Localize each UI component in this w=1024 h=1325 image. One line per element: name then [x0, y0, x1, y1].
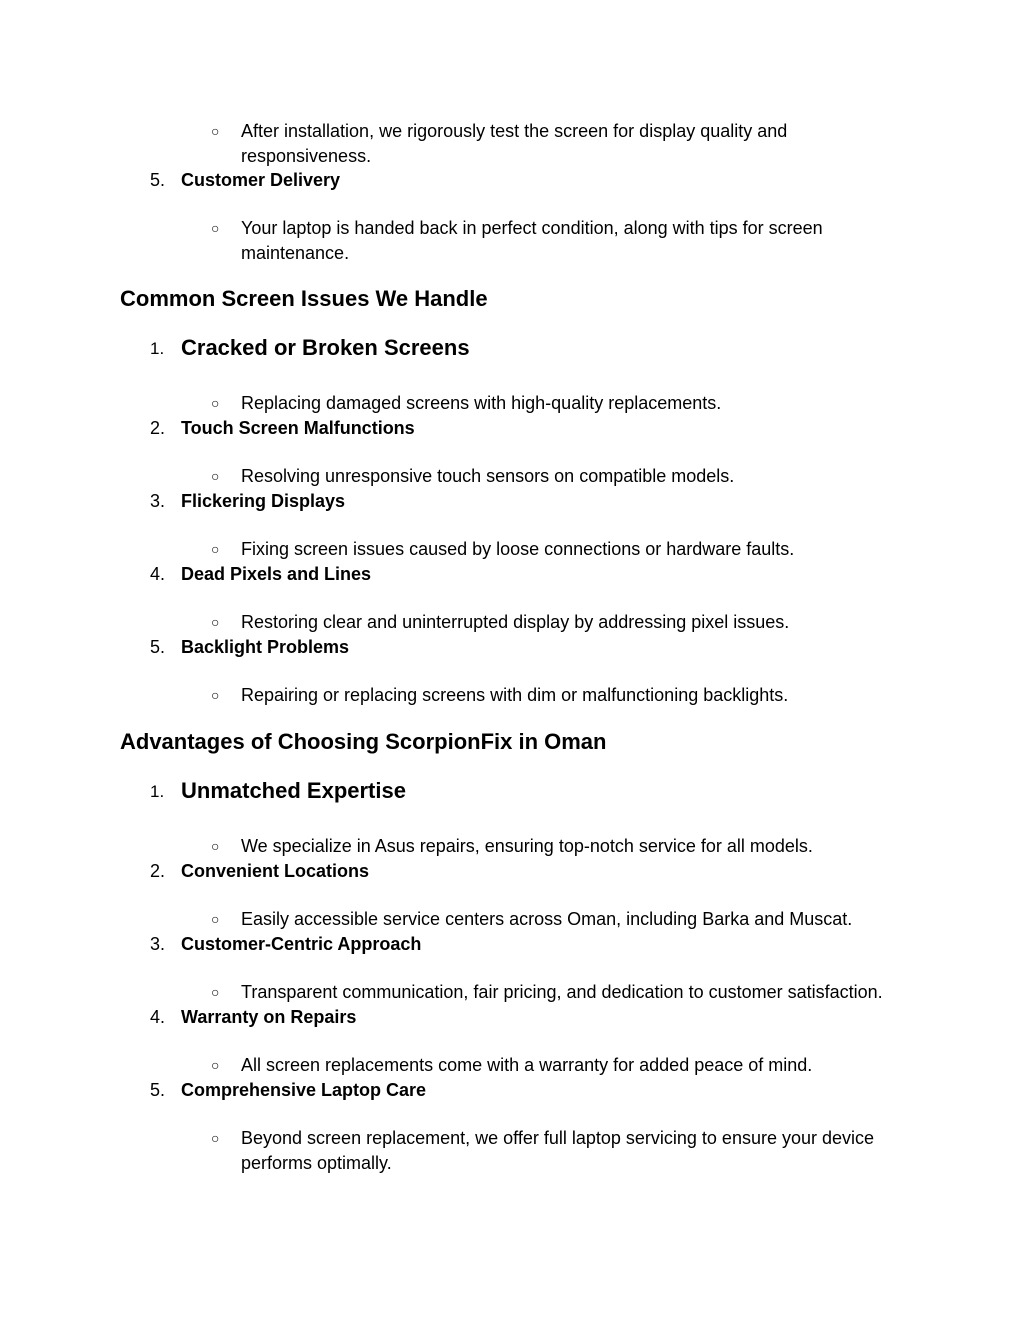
bullet-icon: ○ [211, 541, 220, 557]
bullet-icon: ○ [211, 1130, 220, 1146]
sub-item-text: After installation, we rigorously test the screen for display quality and [241, 121, 788, 141]
bullet-icon: ○ [211, 220, 220, 236]
section-heading: Common Screen Issues We Handle [120, 286, 488, 311]
list-item-number: 3. [150, 491, 166, 511]
list-item-title: Flickering Displays [181, 491, 346, 511]
sub-item-text: Resolving unresponsive touch sensors on compatible models. [241, 466, 735, 486]
list-item-title: Convenient Locations [181, 861, 370, 881]
bullet-icon: ○ [211, 123, 220, 139]
section-heading: Advantages of Choosing ScorpionFix in Oman [120, 729, 607, 754]
list-item-title: Cracked or Broken Screens [181, 335, 470, 360]
bullet-icon: ○ [211, 838, 220, 854]
sub-item-text: Replacing damaged screens with high-quality replacements. [241, 393, 722, 413]
sub-item-text: Repairing or replacing screens with dim or malfunctioning backlights. [241, 685, 789, 705]
sub-item-text: maintenance. [241, 243, 350, 263]
sub-item-text: performs optimally. [241, 1153, 392, 1173]
sub-item-text: Beyond screen replacement, we offer full laptop servicing to ensure your device [241, 1128, 875, 1148]
sub-item-text: Fixing screen issues caused by loose connections or hardware faults. [241, 539, 795, 559]
sub-item-text: Easily accessible service centers across Oman, including Barka and Muscat. [241, 909, 853, 929]
bullet-icon: ○ [211, 911, 220, 927]
list-item-title: Dead Pixels and Lines [181, 564, 372, 584]
bullet-icon: ○ [211, 395, 220, 411]
list-item-title: Comprehensive Laptop Care [181, 1080, 427, 1100]
sub-item-text: We specialize in Asus repairs, ensuring top-notch service for all models. [241, 836, 813, 856]
list-item-number: 5. [150, 1080, 166, 1100]
list-item-title: Unmatched Expertise [181, 778, 406, 803]
list-item-title: Backlight Problems [181, 637, 350, 657]
sub-item-text: responsiveness. [241, 146, 372, 166]
bullet-icon: ○ [211, 614, 220, 630]
list-item-number: 5. [150, 170, 166, 190]
bullet-icon: ○ [211, 468, 220, 484]
sub-item-text: All screen replacements come with a warranty for added peace of mind. [241, 1055, 813, 1075]
list-item-number: 5. [150, 637, 166, 657]
list-item-title: Customer Delivery [181, 170, 341, 190]
list-item-number: 3. [150, 934, 166, 954]
list-item-number: 2. [150, 861, 166, 881]
sub-item-text: Your laptop is handed back in perfect condition, along with tips for screen [241, 218, 823, 238]
list-item-number: 4. [150, 564, 166, 584]
list-item-number: 1. [150, 782, 165, 801]
sub-item-text: Restoring clear and uninterrupted display by addressing pixel issues. [241, 612, 790, 632]
list-item-title: Warranty on Repairs [181, 1007, 357, 1027]
sub-item-text: Transparent communication, fair pricing, and dedication to customer satisfaction. [241, 982, 883, 1002]
list-item-number: 1. [150, 339, 165, 358]
list-item-title: Touch Screen Malfunctions [181, 418, 415, 438]
list-item-number: 2. [150, 418, 166, 438]
list-item-number: 4. [150, 1007, 166, 1027]
bullet-icon: ○ [211, 1057, 220, 1073]
list-item-title: Customer-Centric Approach [181, 934, 422, 954]
bullet-icon: ○ [211, 984, 220, 1000]
bullet-icon: ○ [211, 687, 220, 703]
